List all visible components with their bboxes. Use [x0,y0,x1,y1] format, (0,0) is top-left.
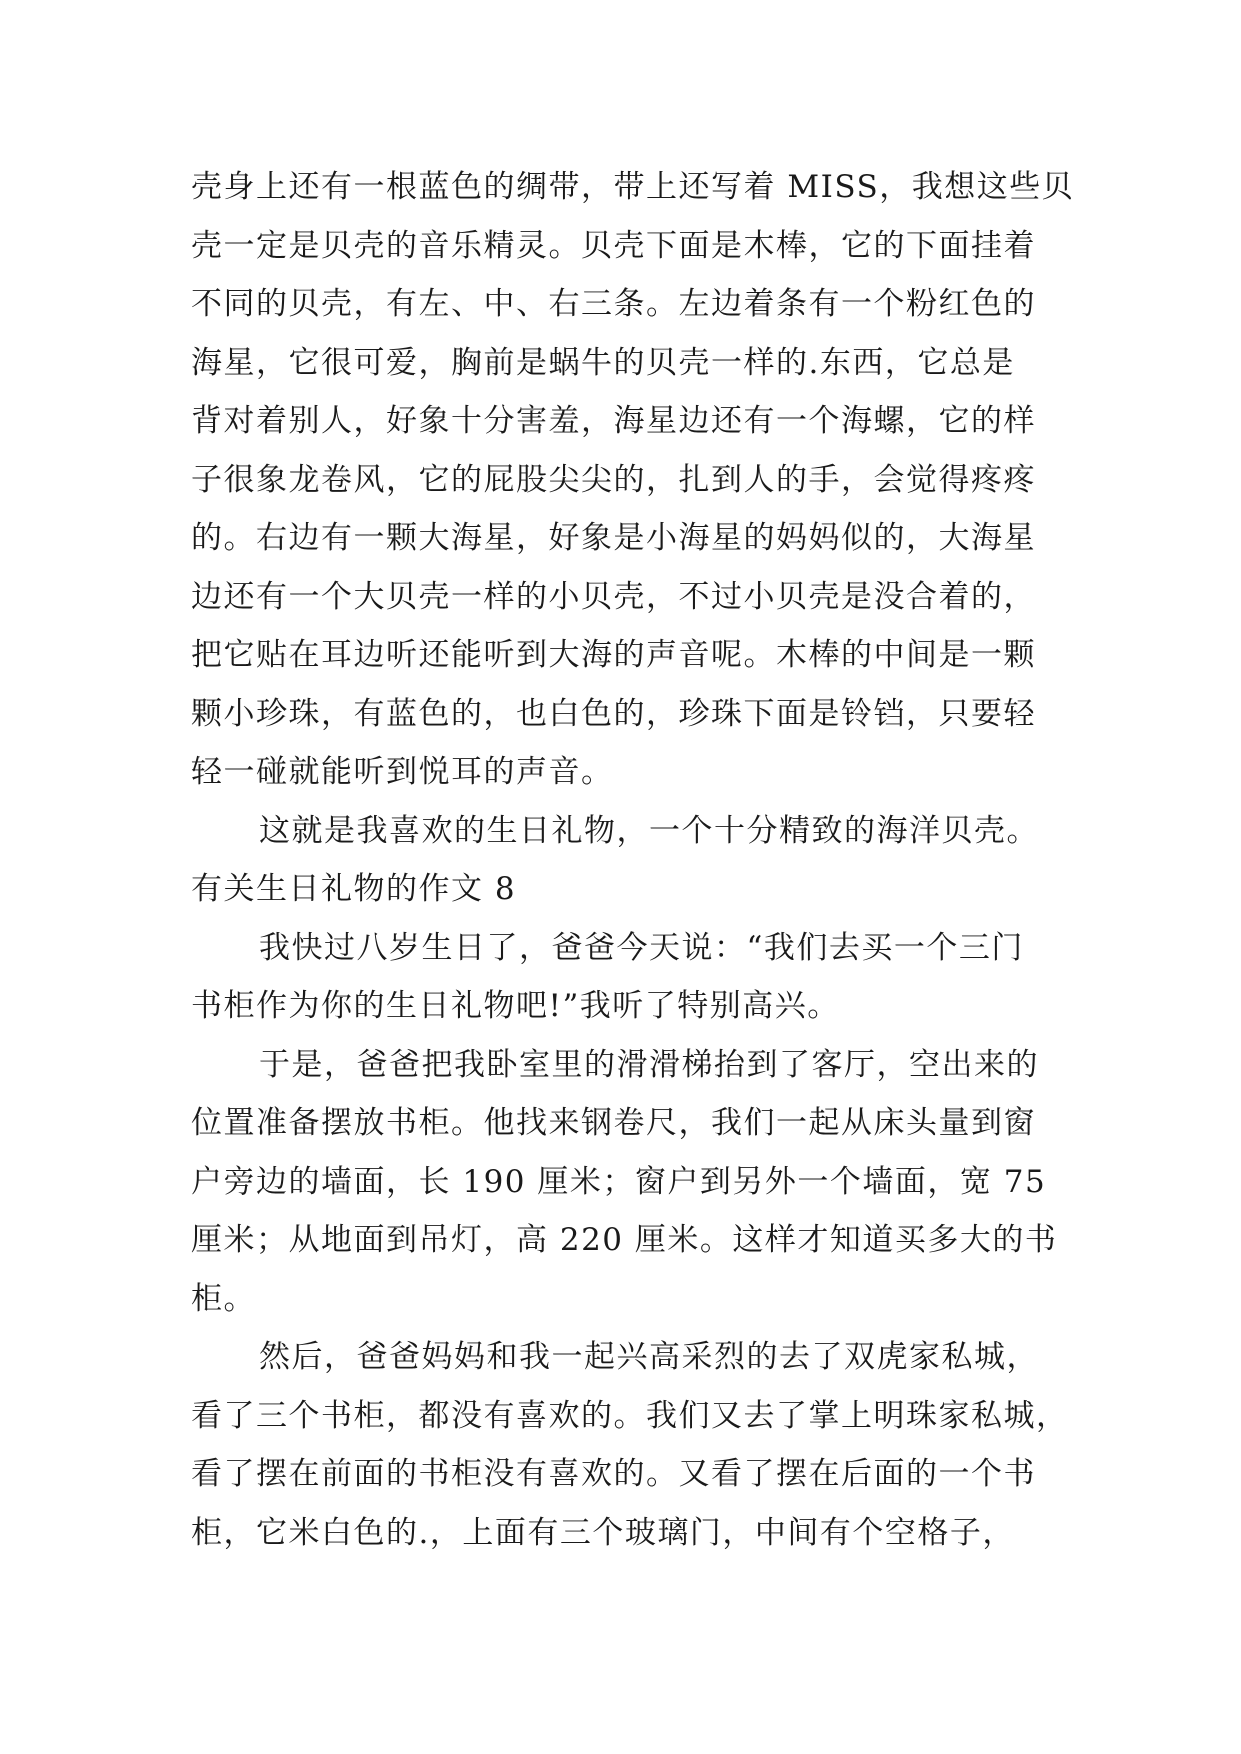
text-line: 柜。 [191,1280,256,1317]
text-line: 柜，它米白色的.，上面有三个玻璃门，中间有个空格子， [191,1514,1015,1551]
text-line: 我快过八岁生日了，爸爸今天说：“我们去买一个三门 [259,929,1024,966]
text-line: 这就是我喜欢的生日礼物，一个十分精致的海洋贝壳。 [259,812,1039,849]
text-line: 边还有一个大贝壳一样的小贝壳，不过小贝壳是没合着的， [191,578,1036,615]
text-line: 轻一碰就能听到悦耳的声音。 [191,754,614,790]
text-line: 海星，它很可爱，胸前是蜗牛的贝壳一样的.东西，它总是 [191,344,1015,381]
text-line: 厘米；从地面到吊灯，高 220 厘米。这样才知道买多大的书 [191,1222,1058,1258]
text-line: 子很象龙卷风，它的屁股尖尖的，扎到人的手，会觉得疼疼 [191,461,1036,498]
text-line: 于是，爸爸把我卧室里的滑滑梯抬到了客厅，空出来的 [259,1046,1039,1083]
document-body [191,158,1075,1562]
text-line: 壳一定是贝壳的音乐精灵。贝壳下面是木棒，它的下面挂着 [191,227,1036,264]
text-line: 壳身上还有一根蓝色的绸带，带上还写着 MISS，我想这些贝 [191,169,1075,205]
text-line: 背对着别人，好象十分害羞，海星边还有一个海螺，它的样 [191,403,1036,439]
text-line: 颗小珍珠，有蓝色的，也白色的，珍珠下面是铃铛，只要轻 [191,695,1036,732]
text-line: 然后，爸爸妈妈和我一起兴高采烈的去了双虎家私城， [259,1339,1039,1375]
text-line: 户旁边的墙面，长 190 厘米；窗户到另外一个墙面，宽 75 [191,1163,1047,1200]
text-line: 书柜作为你的生日礼物吧!”我听了特别高兴。 [191,988,840,1024]
text-line: 不同的贝壳，有左、中、右三条。左边着条有一个粉红色的 [191,286,1036,322]
text-line: 的。右边有一颗大海星，好象是小海星的妈妈似的，大海星 [191,520,1036,556]
text-line: 看了摆在前面的书柜没有喜欢的。又看了摆在后面的一个书 [191,1456,1036,1492]
text-line: 有关生日礼物的作文 8 [191,871,517,907]
text-line: 把它贴在耳边听还能听到大海的声音呢。木棒的中间是一颗 [191,637,1036,673]
text-line: 看了三个书柜，都没有喜欢的。我们又去了掌上明珠家私城， [191,1397,1069,1434]
text-line: 位置准备摆放书柜。他找来钢卷尺，我们一起从床头量到窗 [191,1105,1036,1141]
